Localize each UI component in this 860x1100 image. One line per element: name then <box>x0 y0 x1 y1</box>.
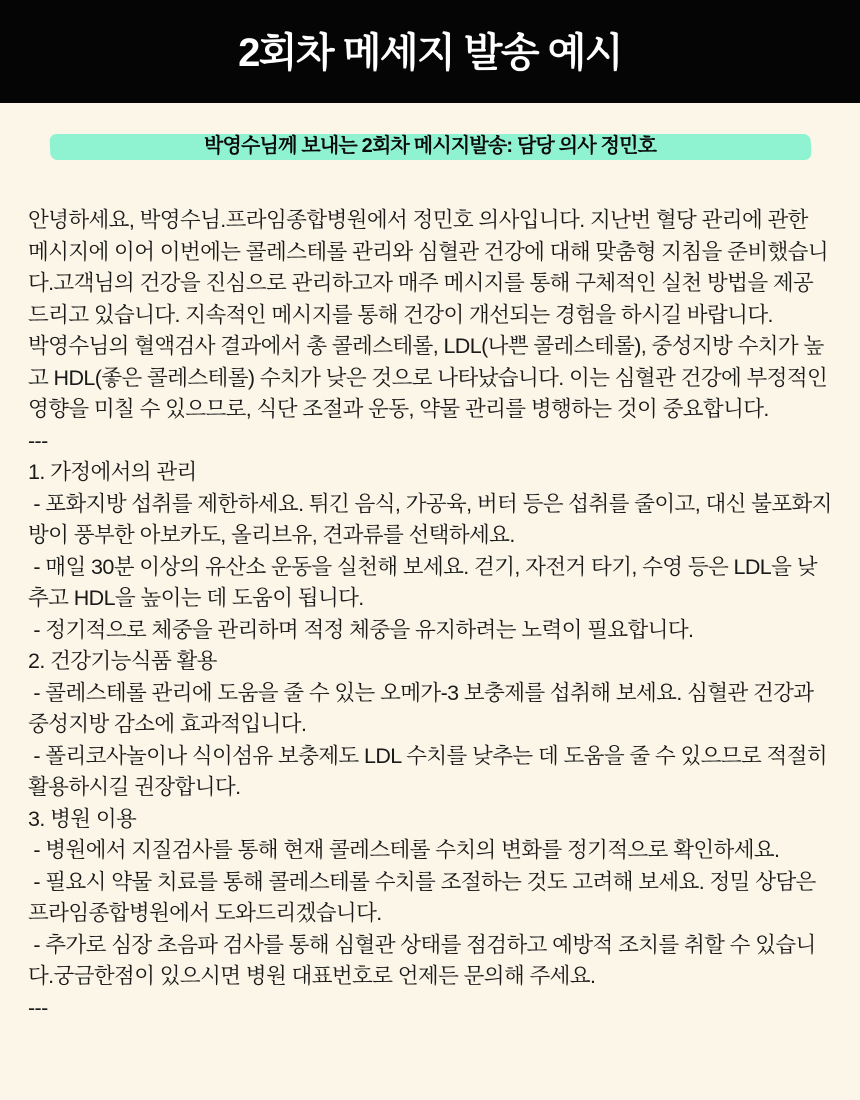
message-line: 안녕하세요, 박영수님.프라임종합병원에서 정민호 의사입니다. 지난번 혈당 관리에 관한 메시지에 이어 이번에는 콜레스테롤 관리와 심혈관 건강에 대해 맞춤형 지침을 준비했습니다.고객님의 건강을 진심으로 관리하고자 매주 메시지를 통해 구체적인 실천 방법을 제공드리고 있습니다. 지속적인 메시지를 통해 건강이 개선되는 경험을 하시길 바랍니다. <box>28 208 828 327</box>
message-line: 2. 건강기능식품 활용 <box>28 649 217 673</box>
page-title: 2회차 메세지 발송 예시 <box>238 31 622 75</box>
subtitle-text: 박영수님께 보내는 2회차 메시지발송: 담당 의사 정민호 <box>203 135 657 157</box>
message-line: --- <box>28 428 48 453</box>
subtitle-highlight <box>49 134 811 160</box>
message-line: - 병원에서 지질검사를 통해 현재 콜레스테롤 수치의 변화를 정기적으로 확인하세요. <box>28 838 780 862</box>
message-line: 1. 가정에서의 관리 <box>28 460 197 484</box>
message-line: 3. 병원 이용 <box>28 806 137 831</box>
message-body <box>0 160 860 1024</box>
message-line: --- <box>28 995 48 1020</box>
header-bar <box>0 0 860 103</box>
message-line: - 정기적으로 체중을 관리하며 적정 체중을 유지하려는 노력이 필요합니다. <box>28 617 694 642</box>
message-line: - 콜레스테롤 관리에 도움을 줄 수 있는 오메가-3 보충제를 섭취해 보세요. 심혈관 건강과 중성지방 감소에 효과적입니다. <box>28 680 819 736</box>
subtitle-row <box>0 134 860 160</box>
message-line: - 추가로 심장 초음파 검사를 통해 심혈관 상태를 점검하고 예방적 조치를 취할 수 있습니다.궁금한점이 있으시면 병원 대표번호로 언제든 문의해 주세요. <box>28 932 816 988</box>
message-line: - 포화지방 섭취를 제한하세요. 튀긴 음식, 가공육, 버터 등은 섭취를 줄이고, 대신 불포화지방이 풍부한 아보카도, 올리브유, 견과류를 선택하세요. <box>28 491 832 547</box>
message-line: - 필요시 약물 치료를 통해 콜레스테롤 수치를 조절하는 것도 고려해 보세요. 정밀 상담은 프라임종합병원에서 도와드리겠습니다. <box>28 869 822 925</box>
message-line: - 폴리코사놀이나 식이섬유 보충제도 LDL 수치를 낮추는 데 도움을 줄 수 있으므로 적절히 활용하시길 권장합니다. <box>28 743 833 799</box>
message-line: - 매일 30분 이상의 유산소 운동을 실천해 보세요. 걷기, 자전거 타기, 수영 등은 LDL을 낮추고 HDL을 높이는 데 도움이 됩니다. <box>28 554 817 610</box>
message-line: 박영수님의 혈액검사 결과에서 총 콜레스테롤, LDL(나쁜 콜레스테롤), 중성지방 수치가 높고 HDL(좋은 콜레스테롤) 수치가 낮은 것으로 나타났습니다. 이는 심혈관 건강에 부정적인 영향을 미칠 수 있으므로, 식단 조절과 운동, 약물 관리를 병행하는 것이 중요합니다. <box>28 334 833 421</box>
